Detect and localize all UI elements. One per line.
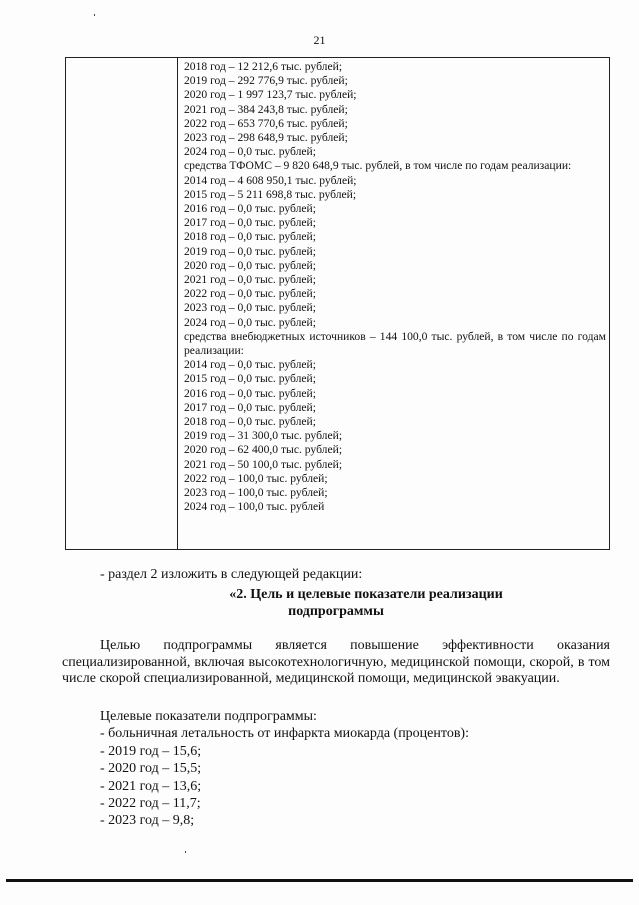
funding-line: 2021 год – 50 100,0 тыс. рублей; [184,457,343,471]
funding-line: 2020 год – 1 997 123,7 тыс. рублей; [184,88,357,102]
funding-line: 2022 год – 653 770,6 тыс. рублей; [184,116,348,130]
amendment-instruction: - раздел 2 изложить в следующей редакции: [100,567,363,582]
indicators-heading: Целевые показатели подпрограммы: [100,709,317,724]
funding-line: 2021 год – 384 243,8 тыс. рублей; [184,102,348,116]
funding-line: 2023 год – 100,0 тыс. рублей; [184,486,328,500]
funding-line: 2024 год – 0,0 тыс. рублей; [184,315,316,329]
funding-line: 2016 год – 0,0 тыс. рублей; [184,386,316,400]
funding-line: 2018 год – 12 212,6 тыс. рублей; [184,60,343,73]
funding-line: 2014 год – 0,0 тыс. рублей; [184,358,316,372]
table-left-cell [66,58,178,549]
funding-line: 2017 год – 0,0 тыс. рублей; [184,216,316,230]
funding-table [65,57,610,550]
funding-line: 2019 год – 292 776,9 тыс. рублей; [184,74,348,88]
funding-line: 2024 год – 100,0 тыс. рублей [184,500,325,514]
funding-line: 2020 год – 62 400,0 тыс. рублей; [184,443,343,457]
funding-line: 2018 год – 0,0 тыс. рублей; [184,230,316,244]
funding-line: 2019 год – 31 300,0 тыс. рублей; [184,429,343,443]
funding-line: 2015 год – 0,0 тыс. рублей; [184,372,316,386]
indicator-item: - 2019 год – 15,6; [100,743,202,759]
section-title [62,586,610,620]
funding-line: 2014 год – 4 608 950,1 тыс. рублей; [184,173,357,187]
funding-line: 2022 год – 100,0 тыс. рублей; [184,471,328,485]
indicator-item: - 2021 год – 13,6; [100,778,202,794]
funding-line: 2018 год – 0,0 тыс. рублей; [184,415,316,429]
indicator-item: - 2020 год – 15,5; [100,761,202,777]
indicator-item: - 2023 год – 9,8; [100,813,195,829]
funding-line: 2015 год – 5 211 698,8 тыс. рублей; [184,187,357,201]
funding-line: 2022 год – 0,0 тыс. рублей; [184,287,316,301]
funding-line: 2023 год – 298 648,9 тыс. рублей; [184,131,348,145]
funding-line: средства ТФОМС – 9 820 648,9 тыс. рублей, в том числе по годам реализации: [184,159,572,173]
goal-paragraph: Целью подпрограммы является повышение эффективности оказания специализированной, включая высокотехнологичную, медицинской помощи, скорой, в том числе скорой специализированной, медицинской помощи, медицинской эвакуации. [62,638,610,687]
funding-line: 2016 год – 0,0 тыс. рублей; [184,202,316,216]
scan-speck [185,851,186,853]
section-title-line-2: подпрограммы [288,604,384,619]
scan-speck [94,14,95,16]
funding-line: 2019 год – 0,0 тыс. рублей; [184,244,316,258]
section-title-line-1: «2. Цель и целевые показатели реализации [229,587,503,602]
funding-line: 2017 год – 0,0 тыс. рублей; [184,400,316,414]
funding-line: 2020 год – 0,0 тыс. рублей; [184,258,316,272]
funding-line: 2021 год – 0,0 тыс. рублей; [184,273,316,287]
funding-line: 2024 год – 0,0 тыс. рублей; [184,145,316,159]
indicator-item: - 2022 год – 11,7; [100,796,201,812]
page-number: 21 [313,33,326,47]
funding-line: средства внебюджетных источников – 144 100,0 тыс. рублей, в том числе по годам реализации: [184,329,606,358]
table-right-cell [184,60,606,515]
indicator-item: - больничная летальность от инфаркта миокарда (процентов): [100,726,469,742]
bottom-rule [6,879,633,882]
funding-line: 2023 год – 0,0 тыс. рублей; [184,301,316,315]
indicators-list [100,708,600,830]
